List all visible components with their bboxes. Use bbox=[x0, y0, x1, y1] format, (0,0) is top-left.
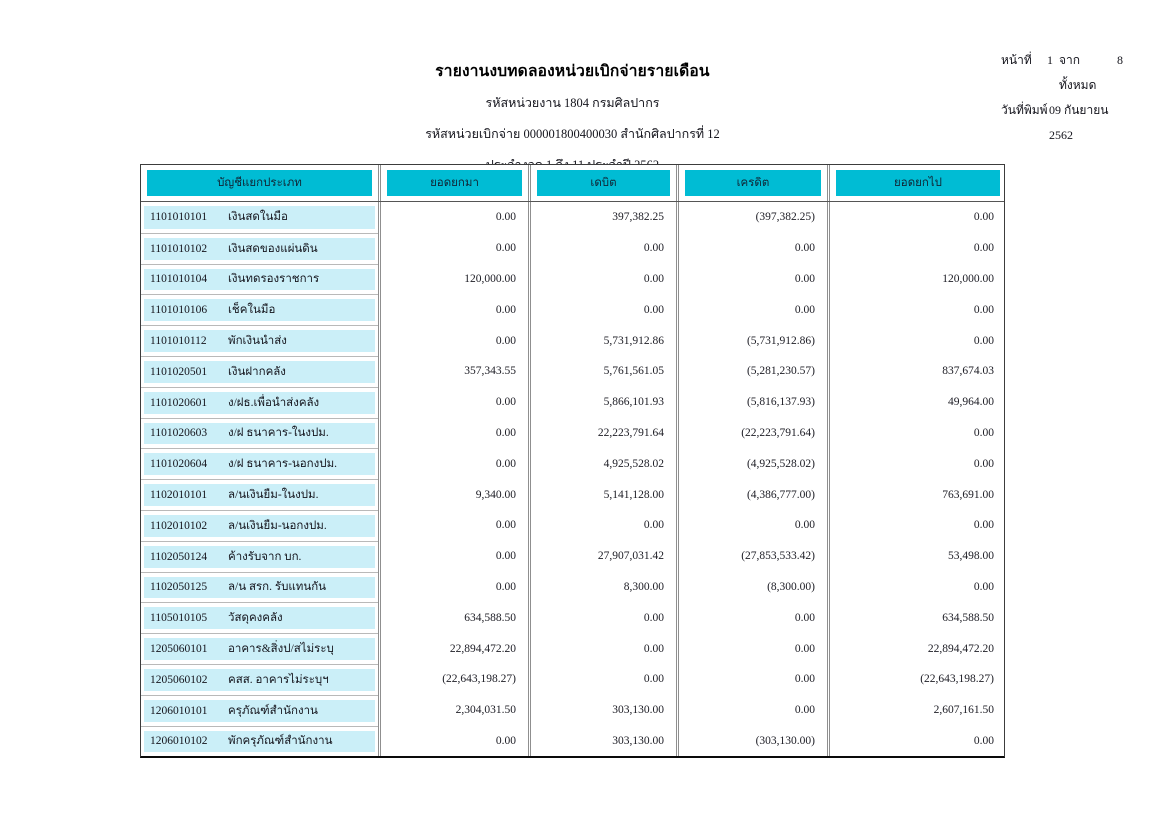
closing-balance: 0.00 bbox=[827, 572, 1006, 603]
opening-balance: 0.00 bbox=[378, 325, 528, 356]
debit-amount: 0.00 bbox=[528, 264, 676, 295]
account-name: พักเงินนำส่ง bbox=[228, 335, 287, 348]
account-band bbox=[144, 546, 375, 568]
opening-balance: 0.00 bbox=[378, 726, 528, 757]
closing-balance: 22,894,472.20 bbox=[827, 633, 1006, 664]
report-title: รายงานงบทดลองหน่วยเบิกจ่ายรายเดือน bbox=[435, 63, 710, 80]
opening-balance: 9,340.00 bbox=[378, 479, 528, 510]
account-code: 1101020501 bbox=[150, 365, 208, 378]
table-row bbox=[141, 202, 1004, 233]
column-header-opening-balance-label: ยอดยกมา bbox=[387, 170, 522, 196]
account-band bbox=[144, 206, 375, 229]
closing-balance: 0.00 bbox=[827, 448, 1006, 479]
account-name: ล/นเงินยืม-นอกงปม. bbox=[228, 519, 327, 532]
table-row bbox=[141, 695, 1004, 726]
opening-balance: (22,643,198.27) bbox=[378, 664, 528, 695]
account-band bbox=[144, 392, 375, 414]
debit-amount: 5,141,128.00 bbox=[528, 479, 676, 510]
credit-amount: 0.00 bbox=[676, 233, 827, 264]
account-cell bbox=[141, 418, 378, 449]
debit-amount: 27,907,031.42 bbox=[528, 541, 676, 572]
account-code: 1102050124 bbox=[150, 550, 208, 563]
closing-balance: 0.00 bbox=[827, 294, 1006, 325]
opening-balance: 0.00 bbox=[378, 202, 528, 233]
debit-amount: 397,382.25 bbox=[528, 202, 676, 233]
account-cell bbox=[141, 356, 378, 387]
account-band bbox=[144, 638, 375, 660]
total-pages: 8 bbox=[1117, 53, 1123, 67]
account-name: อาคาร&สิ่งป/สไม่ระบุ bbox=[228, 643, 334, 656]
column-header-credit bbox=[676, 165, 827, 201]
account-band bbox=[144, 330, 375, 352]
opening-balance: 120,000.00 bbox=[378, 264, 528, 295]
column-header-closing-balance bbox=[827, 165, 1006, 201]
account-band bbox=[144, 669, 375, 691]
credit-amount: (5,816,137.93) bbox=[676, 387, 827, 418]
closing-balance: 49,964.00 bbox=[827, 387, 1006, 418]
account-code: 1101010112 bbox=[150, 335, 207, 348]
debit-amount: 5,866,101.93 bbox=[528, 387, 676, 418]
opening-balance: 634,588.50 bbox=[378, 602, 528, 633]
closing-balance: 634,588.50 bbox=[827, 602, 1006, 633]
debit-amount: 0.00 bbox=[528, 664, 676, 695]
debit-amount: 22,223,791.64 bbox=[528, 418, 676, 449]
account-code: 1101010106 bbox=[150, 304, 208, 317]
credit-amount: (5,281,230.57) bbox=[676, 356, 827, 387]
account-name: ง/ฝ ธนาคาร-ในงปม. bbox=[228, 427, 329, 440]
account-cell bbox=[141, 233, 378, 264]
debit-amount: 4,925,528.02 bbox=[528, 448, 676, 479]
opening-balance: 0.00 bbox=[378, 233, 528, 264]
closing-balance: 763,691.00 bbox=[827, 479, 1006, 510]
account-band bbox=[144, 423, 375, 445]
account-name: ล/นเงินยืม-ในงปม. bbox=[228, 489, 319, 502]
account-name: ครุภัณฑ์สำนักงาน bbox=[228, 704, 318, 717]
account-code: 1205060101 bbox=[150, 643, 208, 656]
opening-balance: 357,343.55 bbox=[378, 356, 528, 387]
account-cell bbox=[141, 202, 378, 233]
closing-balance: 0.00 bbox=[827, 202, 1006, 233]
table-row bbox=[141, 233, 1004, 264]
account-cell bbox=[141, 325, 378, 356]
account-code: 1101020604 bbox=[150, 458, 208, 471]
column-header-debit bbox=[528, 165, 676, 201]
credit-amount: (8,300.00) bbox=[676, 572, 827, 603]
account-name: เงินสดในมือ bbox=[228, 211, 288, 224]
account-name: ล/น สรก. รับแทนกัน bbox=[228, 581, 327, 594]
account-code: 1102010101 bbox=[150, 489, 208, 502]
account-code: 1101010101 bbox=[150, 211, 208, 224]
opening-balance: 0.00 bbox=[378, 387, 528, 418]
debit-amount: 0.00 bbox=[528, 510, 676, 541]
account-cell bbox=[141, 726, 378, 757]
column-header-closing-balance-label: ยอดยกไป bbox=[836, 170, 1000, 196]
account-cell bbox=[141, 572, 378, 603]
account-band bbox=[144, 515, 375, 537]
account-name: เงินฝากคลัง bbox=[228, 365, 286, 378]
closing-balance: 0.00 bbox=[827, 510, 1006, 541]
print-date: 09 กันยายน 2562 bbox=[1048, 103, 1109, 142]
account-band bbox=[144, 607, 375, 629]
account-band bbox=[144, 361, 375, 383]
account-cell bbox=[141, 448, 378, 479]
account-code: 1206010101 bbox=[150, 704, 208, 717]
table-row bbox=[141, 664, 1004, 695]
column-header-account bbox=[141, 165, 378, 201]
account-cell bbox=[141, 479, 378, 510]
credit-amount: (22,223,791.64) bbox=[676, 418, 827, 449]
closing-balance: 837,674.03 bbox=[827, 356, 1006, 387]
account-code: 1205060102 bbox=[150, 673, 208, 686]
account-cell bbox=[141, 510, 378, 541]
account-cell bbox=[141, 264, 378, 295]
credit-amount: 0.00 bbox=[676, 602, 827, 633]
account-code: 1101010102 bbox=[150, 242, 208, 255]
table-row bbox=[141, 479, 1004, 510]
column-header-opening-balance bbox=[378, 165, 528, 201]
page-label: หน้าที่ bbox=[1001, 53, 1032, 67]
debit-amount: 303,130.00 bbox=[528, 695, 676, 726]
account-name: เช็คในมือ bbox=[228, 304, 276, 317]
table-row bbox=[141, 602, 1004, 633]
trial-balance-table bbox=[140, 164, 1005, 758]
closing-balance: 0.00 bbox=[827, 233, 1006, 264]
account-cell bbox=[141, 602, 378, 633]
credit-amount: (5,731,912.86) bbox=[676, 325, 827, 356]
column-header-account-label: บัญชีแยกประเภท bbox=[147, 170, 372, 196]
debit-amount: 0.00 bbox=[528, 233, 676, 264]
opening-balance: 0.00 bbox=[378, 572, 528, 603]
debit-amount: 0.00 bbox=[528, 633, 676, 664]
account-band bbox=[144, 484, 375, 506]
column-header-credit-label: เครดิต bbox=[685, 170, 821, 196]
account-cell bbox=[141, 664, 378, 695]
credit-amount: (397,382.25) bbox=[676, 202, 827, 233]
page-number-line bbox=[1001, 48, 1123, 98]
account-cell bbox=[141, 541, 378, 572]
debit-amount: 5,731,912.86 bbox=[528, 325, 676, 356]
table-header-row bbox=[141, 165, 1004, 202]
account-code: 1101020603 bbox=[150, 427, 208, 440]
opening-balance: 0.00 bbox=[378, 448, 528, 479]
table-row bbox=[141, 572, 1004, 603]
account-band bbox=[144, 453, 375, 475]
account-name: วัสดุคงคลัง bbox=[228, 612, 283, 625]
page-number: 1 bbox=[1047, 53, 1053, 67]
table-row bbox=[141, 325, 1004, 356]
closing-balance: 0.00 bbox=[827, 325, 1006, 356]
opening-balance: 0.00 bbox=[378, 541, 528, 572]
table-row bbox=[141, 387, 1004, 418]
debit-amount: 303,130.00 bbox=[528, 726, 676, 757]
table-row bbox=[141, 633, 1004, 664]
opening-balance: 2,304,031.50 bbox=[378, 695, 528, 726]
table-row bbox=[141, 541, 1004, 572]
opening-balance: 0.00 bbox=[378, 294, 528, 325]
credit-amount: 0.00 bbox=[676, 510, 827, 541]
print-date-line bbox=[1001, 98, 1123, 148]
credit-amount: (27,853,533.42) bbox=[676, 541, 827, 572]
account-band bbox=[144, 577, 375, 599]
credit-amount: 0.00 bbox=[676, 294, 827, 325]
credit-amount: (4,386,777.00) bbox=[676, 479, 827, 510]
table-row bbox=[141, 510, 1004, 541]
closing-balance: 53,498.00 bbox=[827, 541, 1006, 572]
column-header-debit-label: เดบิต bbox=[537, 170, 670, 196]
closing-balance: (22,643,198.27) bbox=[827, 664, 1006, 695]
page-info bbox=[1001, 48, 1123, 148]
account-band bbox=[144, 731, 375, 753]
closing-balance: 2,607,161.50 bbox=[827, 695, 1006, 726]
closing-balance: 120,000.00 bbox=[827, 264, 1006, 295]
table-row bbox=[141, 448, 1004, 479]
opening-balance: 22,894,472.20 bbox=[378, 633, 528, 664]
account-name: พักครุภัณฑ์สำนักงาน bbox=[228, 735, 333, 748]
account-code: 1105010105 bbox=[150, 612, 208, 625]
account-name: ค้างรับจาก บก. bbox=[228, 550, 302, 563]
account-name: เงินสดของแผ่นดิน bbox=[228, 242, 318, 255]
table-row bbox=[141, 294, 1004, 325]
credit-amount: (4,925,528.02) bbox=[676, 448, 827, 479]
closing-balance: 0.00 bbox=[827, 726, 1006, 757]
account-code: 1102010102 bbox=[150, 519, 208, 532]
credit-amount: 0.00 bbox=[676, 695, 827, 726]
table-row bbox=[141, 726, 1004, 757]
debit-amount: 8,300.00 bbox=[528, 572, 676, 603]
account-name: คสส. อาคารไม่ระบุฯ bbox=[228, 673, 329, 686]
account-name: ง/ฝ ธนาคาร-นอกงปม. bbox=[228, 458, 338, 471]
account-name: ง/ฝธ.เพื่อนำส่งคลัง bbox=[228, 396, 320, 409]
print-date-label: วันที่พิมพ์ bbox=[1001, 103, 1048, 117]
total-pages-label: จากทั้งหมด bbox=[1059, 53, 1097, 92]
credit-amount: 0.00 bbox=[676, 264, 827, 295]
account-code: 1102050125 bbox=[150, 581, 208, 594]
disbursement-unit-line: รหัสหน่วยเบิกจ่าย 000001800400030 สำนักศิลปากรที่ 12 bbox=[425, 127, 720, 141]
account-cell bbox=[141, 387, 378, 418]
opening-balance: 0.00 bbox=[378, 510, 528, 541]
account-name: เงินทดรองราชการ bbox=[228, 273, 320, 286]
closing-balance: 0.00 bbox=[827, 418, 1006, 449]
account-cell bbox=[141, 695, 378, 726]
table-body bbox=[141, 202, 1004, 756]
table-row bbox=[141, 356, 1004, 387]
account-code: 1206010102 bbox=[150, 735, 208, 748]
debit-amount: 0.00 bbox=[528, 602, 676, 633]
account-cell bbox=[141, 294, 378, 325]
credit-amount: 0.00 bbox=[676, 633, 827, 664]
account-band bbox=[144, 700, 375, 722]
account-band bbox=[144, 299, 375, 321]
debit-amount: 0.00 bbox=[528, 294, 676, 325]
account-code: 1101010104 bbox=[150, 273, 208, 286]
account-code: 1101020601 bbox=[150, 396, 208, 409]
credit-amount: 0.00 bbox=[676, 664, 827, 695]
account-cell bbox=[141, 633, 378, 664]
opening-balance: 0.00 bbox=[378, 418, 528, 449]
credit-amount: (303,130.00) bbox=[676, 726, 827, 757]
agency-code-line: รหัสหน่วยงาน 1804 กรมศิลปากร bbox=[485, 96, 660, 110]
debit-amount: 5,761,561.05 bbox=[528, 356, 676, 387]
account-band bbox=[144, 238, 375, 260]
account-band bbox=[144, 269, 375, 291]
table-row bbox=[141, 264, 1004, 295]
table-row bbox=[141, 418, 1004, 449]
